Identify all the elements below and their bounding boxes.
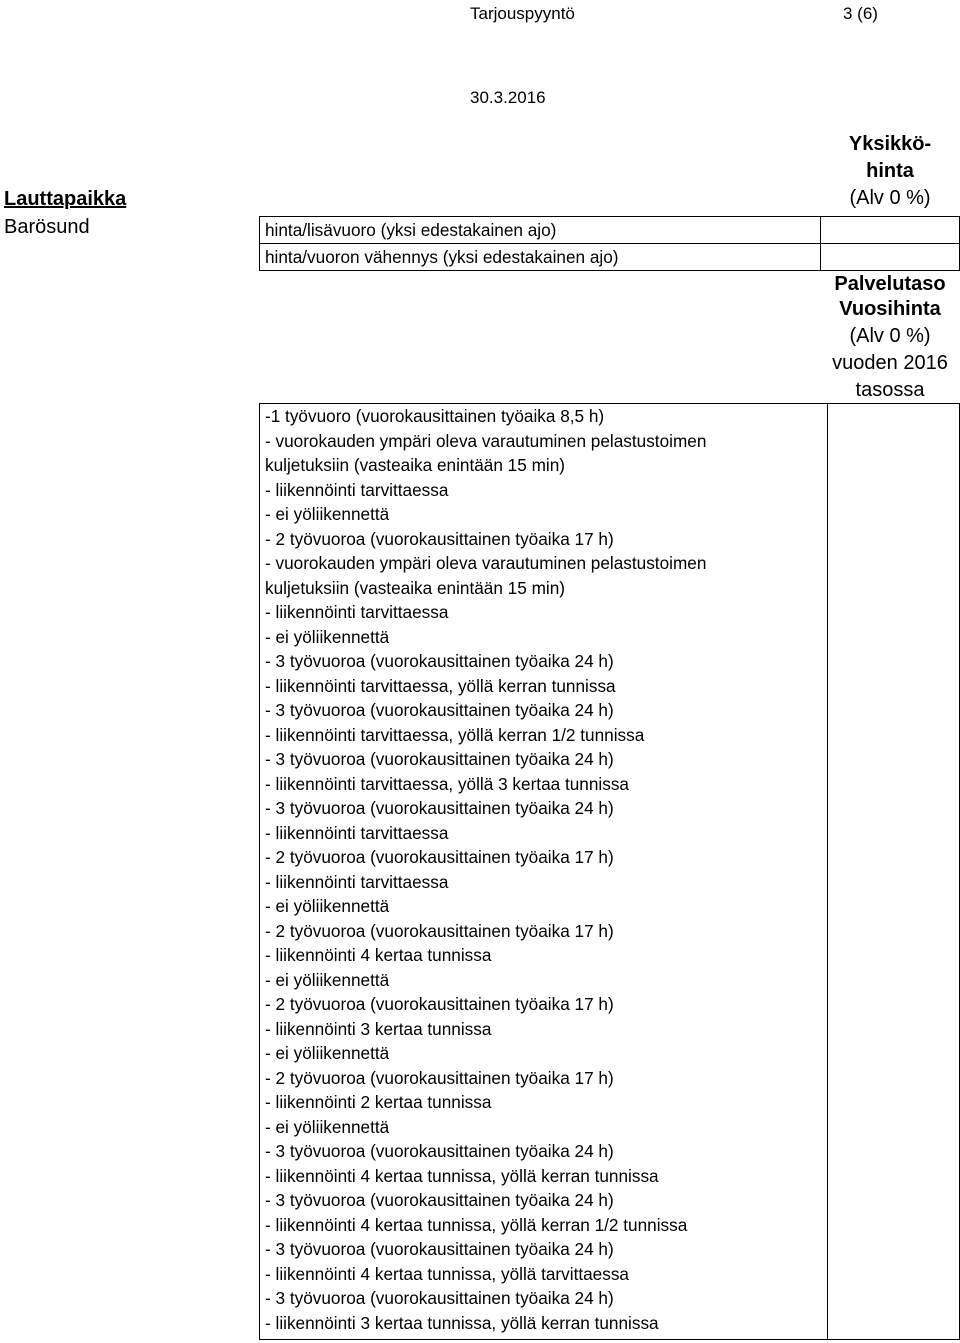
service-line: - ei yöliikennettä [265,504,390,524]
service-line: - liikennöinti 4 kertaa tunnissa [265,945,492,965]
service-line: - liikennöinti 3 kertaa tunnissa, yöllä kerran tunnissa [265,1312,659,1333]
service-line: - 2 työvuoroa (vuorokausittainen työaika 17 h) [265,847,614,867]
unit-price-header-line1: Yksikkö- [848,133,932,155]
service-line: - vuorokauden ympäri oleva varautuminen pelastustoimen [265,553,707,573]
unit-price-header-line2: hinta [866,160,914,182]
unit-row-label: hinta/lisävuoro (yksi edestakainen ajo) [265,220,557,240]
service-line: - liikennöinti tarvittaessa [265,871,449,892]
service-header-line2: Vuosihinta [839,298,941,320]
table-rule [259,1339,960,1340]
service-line: - ei yöliikennettä [265,969,390,990]
unit-row-label: hinta/vuoron vähennys (yksi edestakainen ajo) [265,247,619,267]
service-line: - ei yöliikennettä [265,626,390,647]
service-line: - 3 työvuoroa (vuorokausittainen työaika 24 h) [265,749,614,769]
service-line: - 3 työvuoroa (vuorokausittainen työaika 24 h) [265,798,614,818]
service-line: - ei yöliikennettä [265,1116,390,1137]
document-date: 30.3.2016 [470,88,546,107]
table-rule [820,216,821,271]
service-line: - 3 työvuoroa (vuorokausittainen työaika 24 h) [265,1190,614,1210]
service-line: - 2 työvuoroa (vuorokausittainen työaika 17 h) [265,1067,614,1088]
service-line: - vuorokauden ympäri oleva varautuminen pelastustoimen [265,430,707,451]
service-line: - liikennöinti tarvittaessa [265,479,449,500]
document-type: Tarjouspyyntö [470,4,575,23]
service-line: - 3 työvuoroa (vuorokausittainen työaika 24 h) [265,1239,614,1259]
service-line: - 3 työvuoroa (vuorokausittainen työaika 24 h) [265,1288,614,1308]
table-rule [827,403,828,1340]
service-line: - 3 työvuoroa (vuorokausittainen työaika 24 h) [265,1141,614,1161]
service-line: - liikennöinti tarvittaessa [265,822,449,843]
service-header-line4: vuoden 2016 [832,352,948,374]
location-heading: Lauttapaikka [4,188,127,210]
service-line: - liikennöinti tarvittaessa [265,602,449,622]
service-line: - liikennöinti tarvittaessa, yöllä 3 kertaa tunnissa [265,773,629,794]
service-line: - 2 työvuoroa (vuorokausittainen työaika 17 h) [265,994,614,1014]
service-header-line5: tasossa [855,379,925,401]
service-line: - ei yöliikennettä [265,896,390,916]
service-line: - liikennöinti tarvittaessa, yöllä kerran 1/2 tunnissa [265,724,645,745]
service-line: -1 työvuoro (vuorokausittainen työaika 8,5 h) [265,406,605,426]
unit-price-header-line3: (Alv 0 %) [849,187,931,209]
service-header-line1: Palvelutaso [834,273,946,295]
service-level-list [265,404,706,1335]
service-line: - liikennöinti tarvittaessa, yöllä kerran tunnissa [265,675,616,696]
table-rule [259,216,260,271]
service-header-line3: (Alv 0 %) [849,325,931,347]
service-line: - 3 työvuoroa (vuorokausittainen työaika 24 h) [265,651,614,671]
service-line: - liikennöinti 3 kertaa tunnissa [265,1018,492,1039]
table-rule [259,403,260,1340]
service-line: - ei yöliikennettä [265,1043,390,1063]
service-line: - 2 työvuoroa (vuorokausittainen työaika 17 h) [265,528,614,549]
table-rule [259,270,960,271]
service-line: - liikennöinti 4 kertaa tunnissa, yöllä kerran tunnissa [265,1165,659,1186]
service-line: - 3 työvuoroa (vuorokausittainen työaika 24 h) [265,700,614,720]
service-line: - 2 työvuoroa (vuorokausittainen työaika 17 h) [265,920,614,941]
service-line: kuljetuksiin (vasteaika enintään 15 min) [265,577,565,598]
service-line: - liikennöinti 4 kertaa tunnissa, yöllä tarvittaessa [265,1263,629,1284]
page-number: 3 (6) [843,4,878,23]
service-line: - liikennöinti 2 kertaa tunnissa [265,1092,492,1112]
service-line: kuljetuksiin (vasteaika enintään 15 min) [265,455,565,475]
location-name: Barösund [4,216,90,238]
service-line: - liikennöinti 4 kertaa tunnissa, yöllä kerran 1/2 tunnissa [265,1214,688,1235]
